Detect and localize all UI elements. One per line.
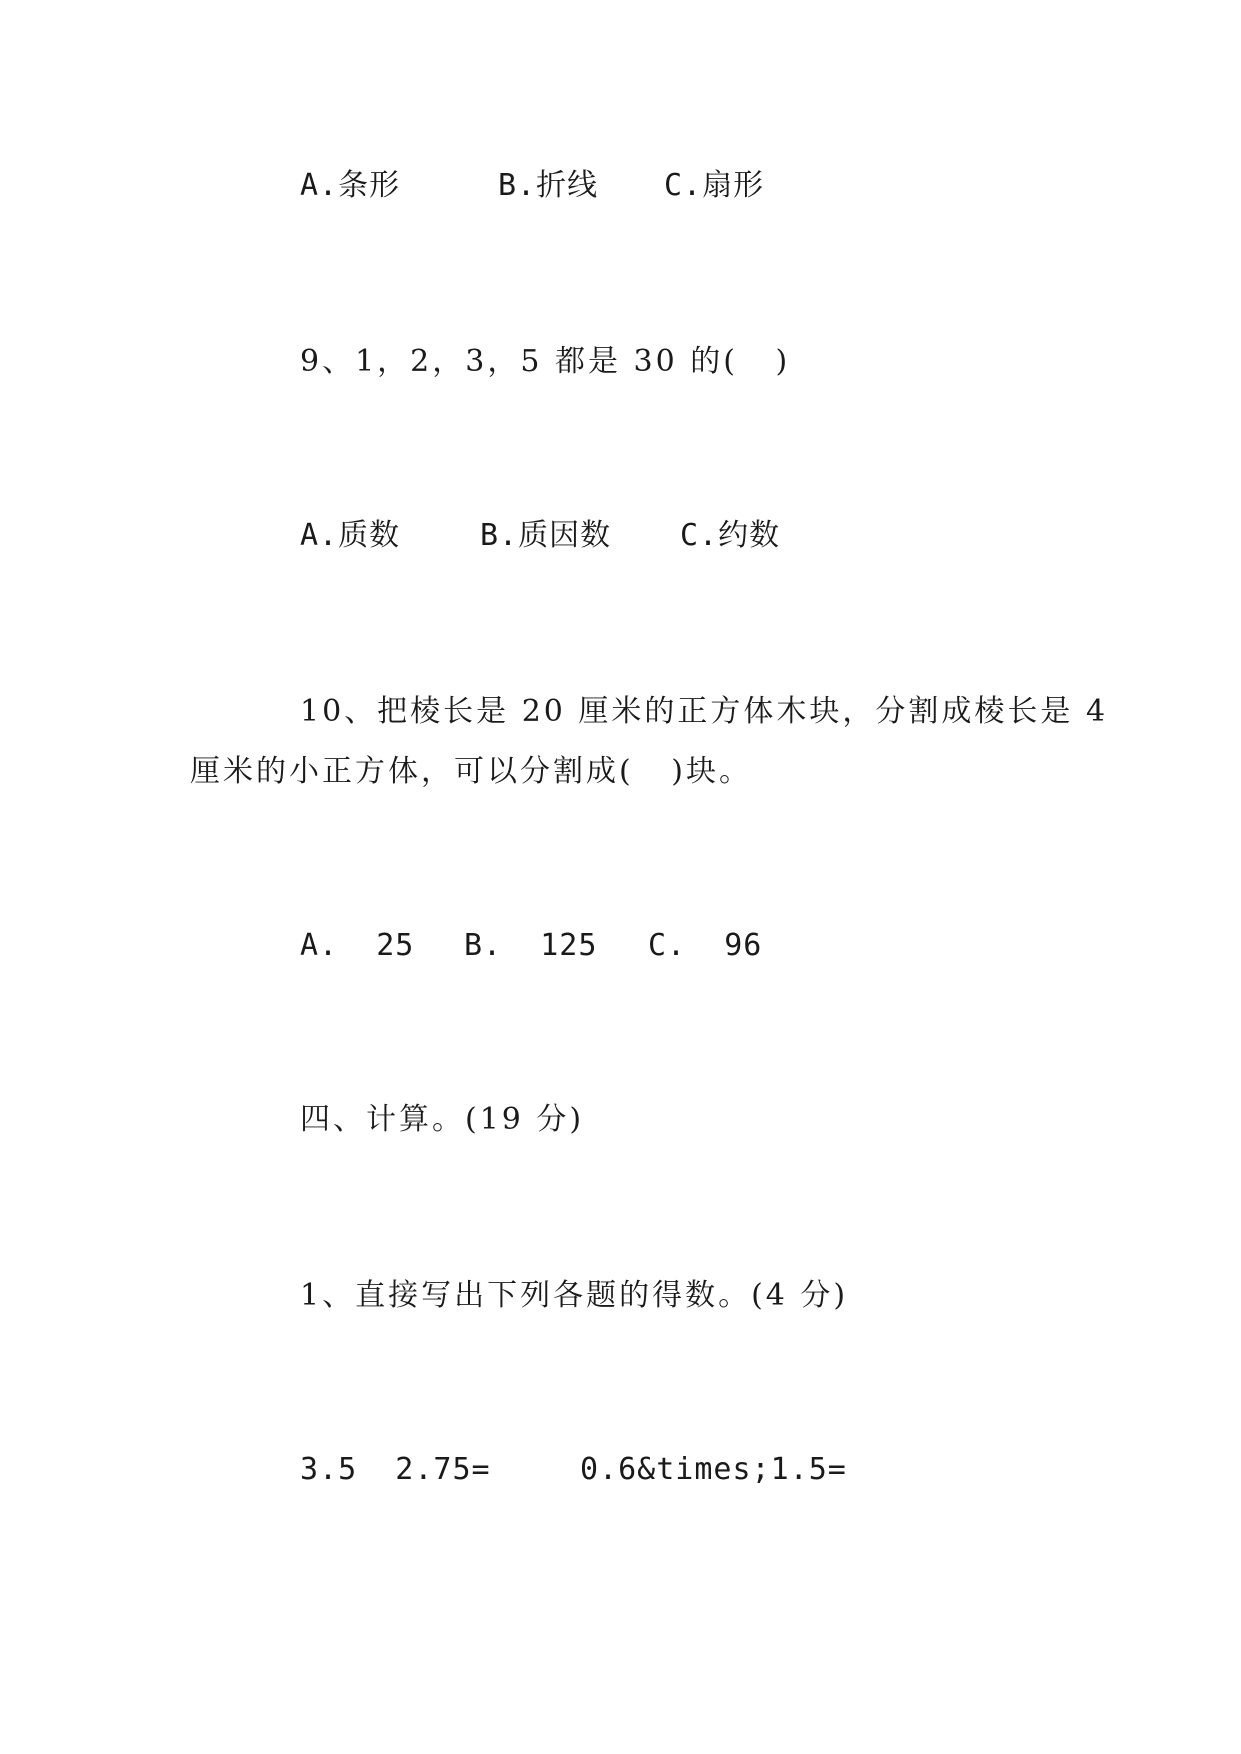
q10-question-line2: 厘米的小正方体，可以分割成( )块。 <box>190 754 753 789</box>
q8-option-b: B.折线 <box>498 168 599 203</box>
q10-option-c: C. 96 <box>648 928 763 963</box>
q9-question: 9、1，2，3，5 都是 30 的( ) <box>300 344 791 379</box>
q10-question-line1: 10、把棱长是 20 厘米的正方体木块，分割成棱长是 4 <box>300 694 1109 729</box>
q8-option-a: A.条形 <box>300 168 401 203</box>
q8-option-c: C.扇形 <box>664 168 765 203</box>
q9-option-a: A.质数 <box>300 518 401 553</box>
s4-q1-title: 1、直接写出下列各题的得数。(4 分) <box>300 1278 849 1313</box>
q10-option-b: B. 125 <box>464 928 598 963</box>
q9-option-c: C.约数 <box>680 518 781 553</box>
s4-q1-item-1: 3.5 2.75= <box>300 1452 491 1487</box>
s4-q1-item-2: 0.6&times;1.5= <box>580 1452 847 1487</box>
q10-option-a: A. 25 <box>300 928 415 963</box>
q9-option-b: B.质因数 <box>480 518 612 553</box>
section-4-title: 四、计算。(19 分) <box>300 1102 585 1137</box>
